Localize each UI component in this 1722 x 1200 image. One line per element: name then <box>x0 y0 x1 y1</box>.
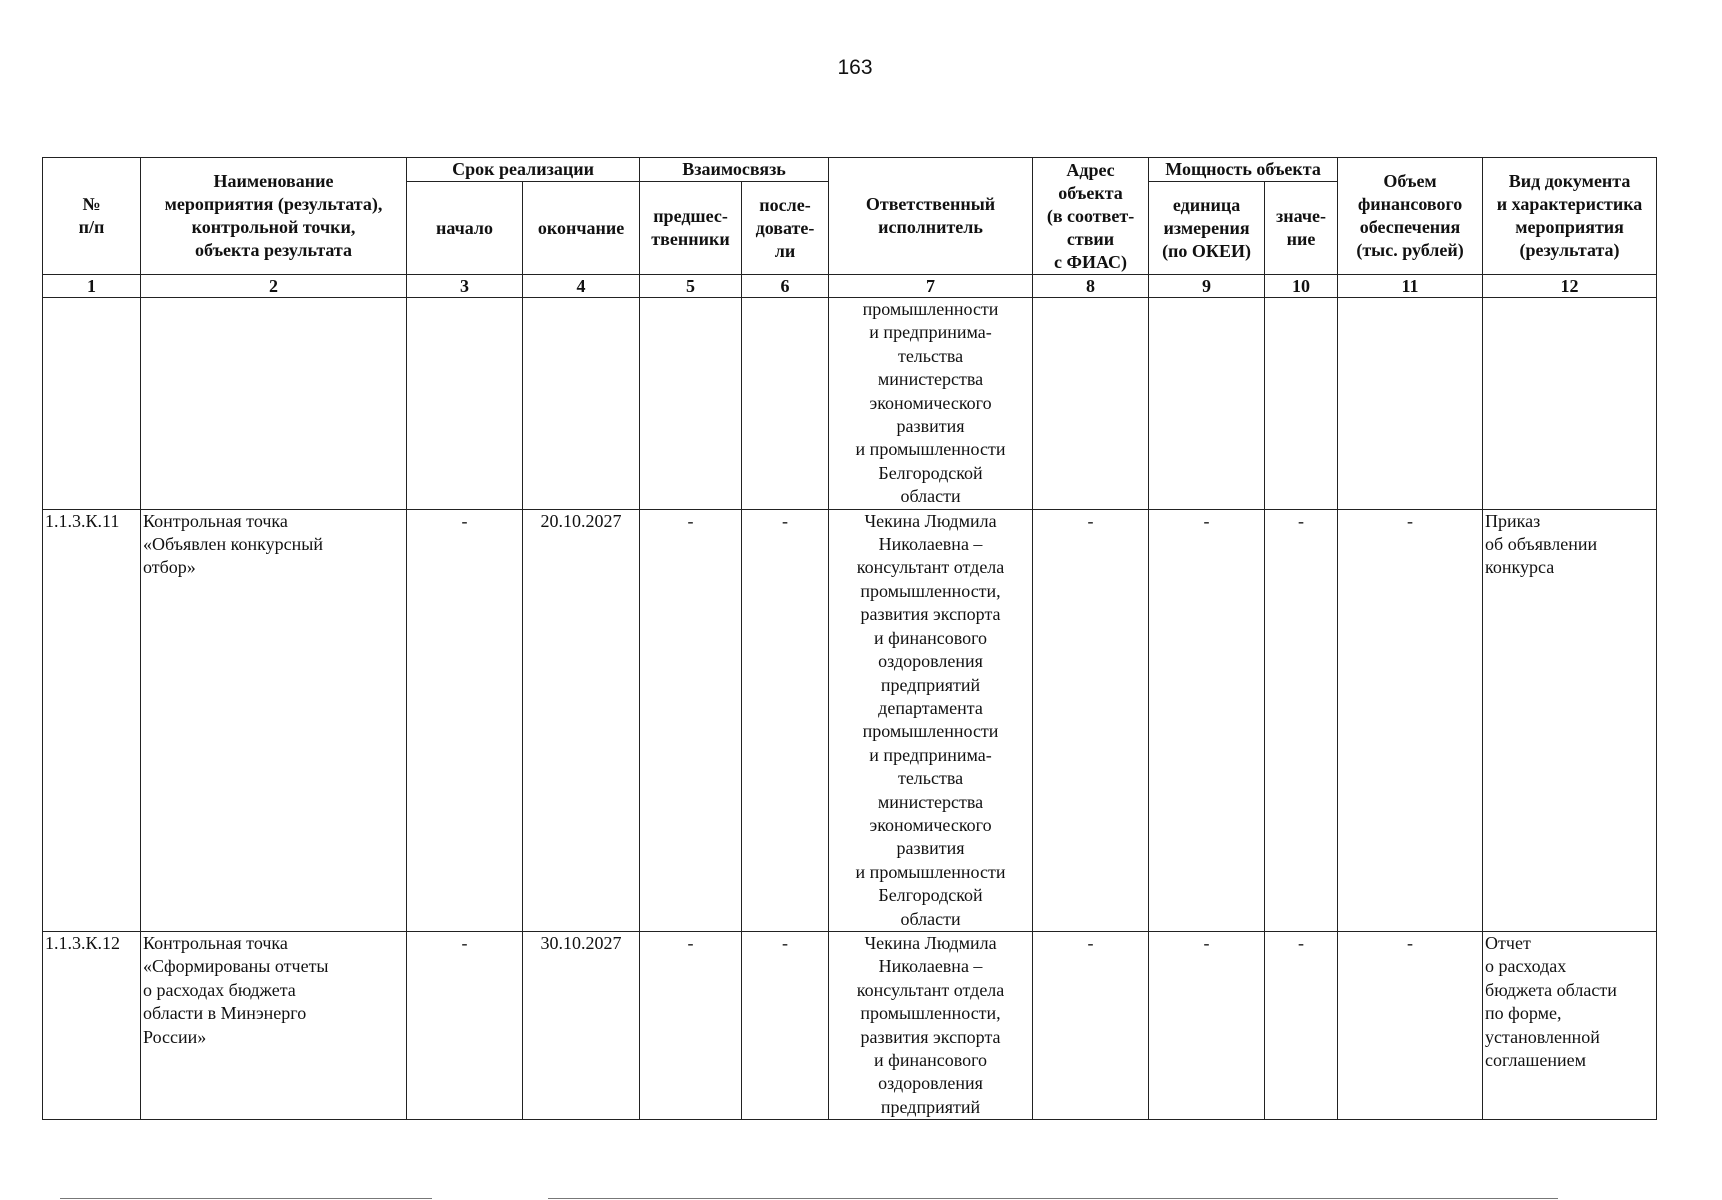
text-line: о расходах бюджета <box>143 979 296 1000</box>
text-line: промышленности, <box>860 1003 1001 1024</box>
text-line: отбор» <box>143 557 196 578</box>
column-number: 6 <box>742 275 829 298</box>
text-line: и финансового <box>874 627 988 648</box>
column-number: 2 <box>141 275 407 298</box>
column-number: 10 <box>1265 275 1338 298</box>
header-capacity-unit <box>1149 182 1265 275</box>
text-line: ние <box>1286 229 1316 249</box>
row-pred-cell: - <box>640 509 742 931</box>
header-link-pred <box>640 182 742 275</box>
text-line: довате- <box>755 217 815 238</box>
row-pred-cell <box>640 298 742 510</box>
table-row <box>43 509 1657 931</box>
column-number: 1 <box>43 275 141 298</box>
header-term-start: начало <box>407 182 523 275</box>
text-line: департамента <box>878 697 983 718</box>
text-line: (результата) <box>1519 240 1620 260</box>
row-succ-cell: - <box>742 931 829 1119</box>
text-line: предприятий <box>880 1096 981 1117</box>
text-line: контрольной точки, <box>191 217 356 237</box>
text-line: Адрес <box>1066 159 1115 180</box>
text-line: тельства <box>897 768 964 789</box>
header-term-group: Срок реализации <box>407 158 640 182</box>
row-doc-cell <box>1483 509 1657 931</box>
text-line: оздоровления <box>878 651 983 672</box>
row-address-cell <box>1033 298 1149 510</box>
scan-edge-rule <box>60 1198 432 1199</box>
row-value-cell <box>1265 298 1338 510</box>
text-line: единица <box>1172 194 1241 215</box>
header-number <box>43 158 141 275</box>
column-number: 8 <box>1033 275 1149 298</box>
text-line: Белгородской <box>878 462 983 483</box>
row-pred-cell: - <box>640 931 742 1119</box>
text-line: об объявлении <box>1485 534 1598 555</box>
text-line: конкурса <box>1485 557 1555 578</box>
text-line: и финансового <box>874 1050 988 1070</box>
text-line: экономического <box>869 392 992 413</box>
row-address-cell: - <box>1033 931 1149 1119</box>
text-line: (тыс. рублей) <box>1356 240 1464 260</box>
row-value-cell: - <box>1265 931 1338 1119</box>
text-line: исполнитель <box>878 217 983 237</box>
column-number-row <box>43 275 1657 298</box>
text-line: «Объявлен конкурсный <box>143 534 323 555</box>
text-line: оздоровления <box>878 1073 983 1094</box>
text-line: Контрольная точка <box>143 932 288 953</box>
row-responsible-cell <box>829 931 1033 1119</box>
table-row <box>43 298 1657 510</box>
row-succ-cell: - <box>742 509 829 931</box>
text-line: Ответственный <box>865 194 996 214</box>
row-finance-cell: - <box>1338 509 1483 931</box>
text-line: консультант отдела <box>856 557 1005 578</box>
text-line: Николаевна – <box>878 956 983 977</box>
row-unit-cell <box>1149 298 1265 510</box>
text-line: промышленности <box>862 299 999 319</box>
text-line: Отчет <box>1485 932 1531 953</box>
text-line: (по ОКЕИ) <box>1162 240 1251 261</box>
text-line: с ФИАС) <box>1054 251 1128 272</box>
text-line: развития экспорта <box>860 604 1001 625</box>
text-line: консультант отдела <box>856 979 1005 1000</box>
text-line: мероприятия (результата), <box>164 194 383 214</box>
text-line: области в Минэнерго <box>143 1003 307 1024</box>
text-line: министерства <box>877 791 984 812</box>
header-link-group: Взаимосвязь <box>640 158 829 182</box>
row-responsible-cell <box>829 298 1033 510</box>
text-line: по форме, <box>1485 1003 1562 1024</box>
text-line: области <box>900 486 961 507</box>
row-unit-cell: - <box>1149 509 1265 931</box>
text-line: после- <box>759 194 811 215</box>
text-line: и предпринима- <box>869 322 992 343</box>
header-term-end: окончание <box>523 182 640 275</box>
text-line: объекта результата <box>195 240 352 260</box>
activities-table <box>42 157 1657 1120</box>
text-line: Объем <box>1383 171 1437 191</box>
text-line: ствии <box>1066 228 1115 249</box>
text-line: Чекина Людмила <box>864 932 997 953</box>
column-number: 5 <box>640 275 742 298</box>
column-number: 4 <box>523 275 640 298</box>
text-line: обеспечения <box>1359 217 1461 237</box>
row-address-cell: - <box>1033 509 1149 931</box>
row-finance-cell <box>1338 298 1483 510</box>
text-line: мероприятия <box>1515 217 1624 237</box>
column-number: 12 <box>1483 275 1657 298</box>
text-line: Николаевна – <box>878 534 983 555</box>
row-end-cell: 20.10.2027 <box>523 509 640 931</box>
page-number: 163 <box>837 56 873 79</box>
header-address <box>1033 158 1149 275</box>
text-line: и промышленности <box>855 861 1006 882</box>
header-name <box>141 158 407 275</box>
text-line: Белгородской <box>878 885 983 906</box>
text-line: развития <box>896 416 965 437</box>
text-line: (в соответ- <box>1046 205 1135 226</box>
text-line: министерства <box>877 369 984 390</box>
header-doc-type <box>1483 158 1657 275</box>
row-value-cell: - <box>1265 509 1338 931</box>
text-line: предшес- <box>653 206 728 226</box>
row-id-cell <box>43 298 141 510</box>
row-responsible-cell <box>829 509 1033 931</box>
text-line: «Сформированы отчеты <box>143 956 329 977</box>
text-line: объекта <box>1058 182 1123 203</box>
text-line: измерения <box>1163 217 1250 238</box>
column-number: 7 <box>829 275 1033 298</box>
scan-edge-rule <box>548 1198 1558 1199</box>
header-capacity-group: Мощность объекта <box>1149 158 1338 182</box>
row-name-cell <box>141 931 407 1119</box>
row-end-cell <box>523 298 640 510</box>
row-end-cell: 30.10.2027 <box>523 931 640 1119</box>
row-name-cell <box>141 298 407 510</box>
column-number: 3 <box>407 275 523 298</box>
text-line: Приказ <box>1485 510 1541 531</box>
text-line: п/п <box>78 217 105 237</box>
text-line: развития экспорта <box>860 1026 1001 1047</box>
text-line: о расходах <box>1485 956 1567 977</box>
header-finance <box>1338 158 1483 275</box>
row-finance-cell: - <box>1338 931 1483 1119</box>
row-doc-cell <box>1483 298 1657 510</box>
column-number: 9 <box>1149 275 1265 298</box>
text-line: промышленности, <box>860 580 1001 601</box>
text-line: промышленности <box>862 721 999 742</box>
row-id-cell: 1.1.3.К.12 <box>43 931 141 1119</box>
text-line: тельства <box>897 345 964 366</box>
text-line: Чекина Людмила <box>864 510 997 531</box>
row-start-cell: - <box>407 509 523 931</box>
text-line: области <box>900 908 961 929</box>
row-succ-cell <box>742 298 829 510</box>
row-unit-cell: - <box>1149 931 1265 1119</box>
header-capacity-value <box>1265 182 1338 275</box>
text-line: Контрольная точка <box>143 510 288 531</box>
text-line: № <box>82 194 101 214</box>
text-line: и промышленности <box>855 439 1006 460</box>
header-responsible <box>829 158 1033 275</box>
text-line: Вид документа <box>1508 171 1631 191</box>
text-line: значе- <box>1276 206 1327 226</box>
text-line: развития <box>896 838 965 859</box>
text-line: бюджета области <box>1485 979 1617 1000</box>
text-line: установленной <box>1485 1026 1600 1047</box>
header-link-succ <box>742 182 829 275</box>
text-line: России» <box>143 1026 207 1047</box>
row-name-cell <box>141 509 407 931</box>
text-line: соглашением <box>1485 1050 1586 1070</box>
row-doc-cell <box>1483 931 1657 1119</box>
text-line: твенники <box>651 229 730 249</box>
text-line: ли <box>774 240 796 261</box>
row-id-cell: 1.1.3.К.11 <box>43 509 141 931</box>
text-line: и характеристика <box>1496 194 1643 214</box>
table-row <box>43 931 1657 1119</box>
text-line: предприятий <box>880 674 981 695</box>
row-start-cell: - <box>407 931 523 1119</box>
column-number: 11 <box>1338 275 1483 298</box>
text-line: финансового <box>1357 194 1463 214</box>
row-start-cell <box>407 298 523 510</box>
text-line: и предпринима- <box>869 744 992 765</box>
text-line: экономического <box>869 814 992 835</box>
text-line: Наименование <box>213 171 334 191</box>
